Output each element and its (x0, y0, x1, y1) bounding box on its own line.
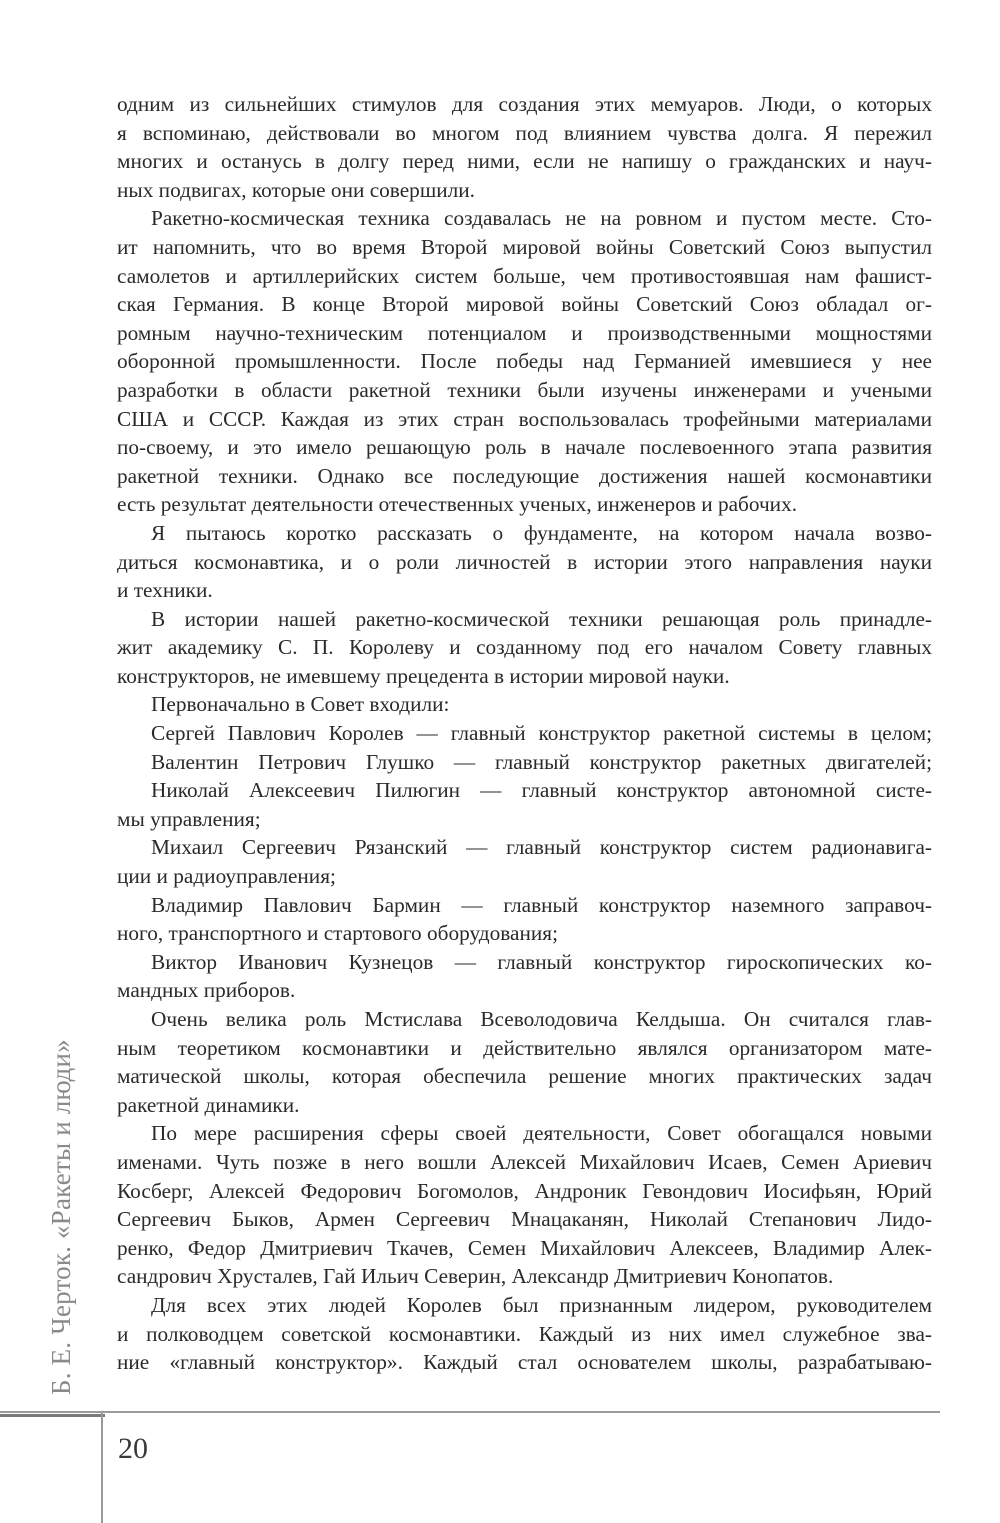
text-line: ренко, Федор Дмитриевич Ткачев, Семен Михайлович Алексеев, Владимир Алек- (117, 1235, 932, 1260)
text-line: именами. Чуть позже в него вошли Алексей Михайлович Исаев, Семен Ариевич (117, 1149, 932, 1174)
text-line: ние «главный конструктор». Каждый стал основателем школы, разрабатываю- (117, 1350, 932, 1375)
text-line: В истории нашей ракетно-космической техники решающая роль принадле- (151, 606, 932, 631)
footer-rule (0, 1411, 940, 1413)
text-line: ного, транспортного и стартового оборудования; (117, 921, 559, 946)
text-line: диться космонавтика, и о роли личностей в истории этого направления науки (117, 549, 932, 574)
text-line: США и СССР. Каждая из этих стран воспользовалась трофейными материалами (117, 406, 932, 431)
text-line: Для всех этих людей Королев был признанным лидером, руководителем (151, 1292, 932, 1317)
text-line: ракетной динамики. (117, 1092, 300, 1117)
text-line: ская Германия. В конце Второй мировой войны Советский Союз обладал ог- (117, 292, 932, 317)
text-line: матической школы, которая обеспечила решение многих практических задач (117, 1064, 932, 1089)
text-line: оборонной промышленности. После победы над Германией имевшиеся у нее (117, 349, 932, 374)
text-line: по-своему, и это имело решающую роль в начале послевоенного этапа развития (117, 435, 932, 460)
text-line: Валентин Петрович Глушко — главный конструктор ракетных двигателей; (151, 749, 932, 774)
text-line: Я пытаюсь коротко рассказать о фундаменте, на котором начала возво- (151, 520, 932, 545)
text-line: Очень велика роль Мстислава Всеволодовича Келдыша. Он считался глав- (151, 1007, 932, 1031)
text-line: есть результат деятельности отечественных ученых, инженеров и рабочих. (117, 492, 798, 517)
text-line: ромным научно-техническим потенциалом и производственными мощностями (117, 320, 932, 345)
text-line: сандрович Хрусталев, Гай Ильич Северин, Александр Дмитриевич Конопатов. (117, 1264, 834, 1289)
text-line: Владимир Павлович Бармин — главный конструктор наземного заправоч- (151, 892, 932, 917)
text-line: мы управления; (117, 806, 261, 831)
body-text (117, 90, 932, 1377)
text-line: По мере расширения сферы своей деятельности, Совет обогащался новыми (151, 1121, 932, 1146)
page-number: 20 (118, 1432, 148, 1465)
text-line: одним из сильнейших стимулов для создания этих мемуаров. Люди, о которых (117, 92, 932, 116)
text-line: и техники. (117, 578, 213, 603)
text-line: ракетной техники. Однако все последующие достижения нашей космонавтики (117, 463, 932, 488)
text-line: многих и останусь в долгу перед ними, если не напишу о гражданских и науч- (117, 149, 932, 174)
text-line: ит напомнить, что во время Второй мировой войны Советский Союз выпустил (117, 234, 932, 259)
text-line: Михаил Сергеевич Рязанский — главный конструктор систем радионавига- (151, 835, 932, 860)
text-line: и полководцем советской космонавтики. Каждый из них имел служебное зва- (117, 1321, 932, 1346)
text-line: самолетов и артиллерийских систем больше, чем противостоявшая нам фашист- (117, 263, 932, 288)
text-line: Виктор Иванович Кузнецов — главный конструктор гироскопических ко- (151, 949, 932, 974)
text-line: разработки в области ракетной техники были изучены инженерами и учеными (117, 377, 932, 402)
text-line: конструкторов, не имевшему прецедента в истории мировой науки. (117, 663, 730, 688)
text-line: жит академику С. П. Королеву и созданному под его началом Совету главных (117, 635, 932, 660)
text-line: Сергеевич Быков, Армен Сергеевич Мнацаканян, Николай Степанович Лидо- (117, 1207, 932, 1232)
text-line: Первоначально в Совет входили: (151, 692, 450, 717)
text-line: ным теоретиком космонавтики и действительно являлся организатором мате- (117, 1035, 932, 1060)
footer-vertical-rule (101, 1411, 103, 1523)
text-line: Ракетно-космическая техника создавалась не на ровном и пустом месте. Сто- (151, 206, 932, 231)
text-line: Николай Алексеевич Пилюгин — главный конструктор автономной систе- (151, 778, 932, 803)
running-head: Б. Е. Черток. «Ракеты и люди» (46, 1039, 76, 1395)
footer-rule-accent (0, 1414, 105, 1417)
text-line: мандных приборов. (117, 978, 296, 1003)
text-line: Косберг, Алексей Федорович Богомолов, Андроник Гевондович Иосифьян, Юрий (117, 1178, 932, 1203)
text-line: ции и радиоуправления; (117, 864, 336, 889)
text-line: Сергей Павлович Королев — главный конструктор ракетной системы в целом; (151, 721, 932, 746)
text-line: ных подвигах, которые они совершили. (117, 177, 475, 202)
text-line: я вспоминаю, действовали во многом под влиянием чувства долга. Я пережил (117, 120, 932, 145)
